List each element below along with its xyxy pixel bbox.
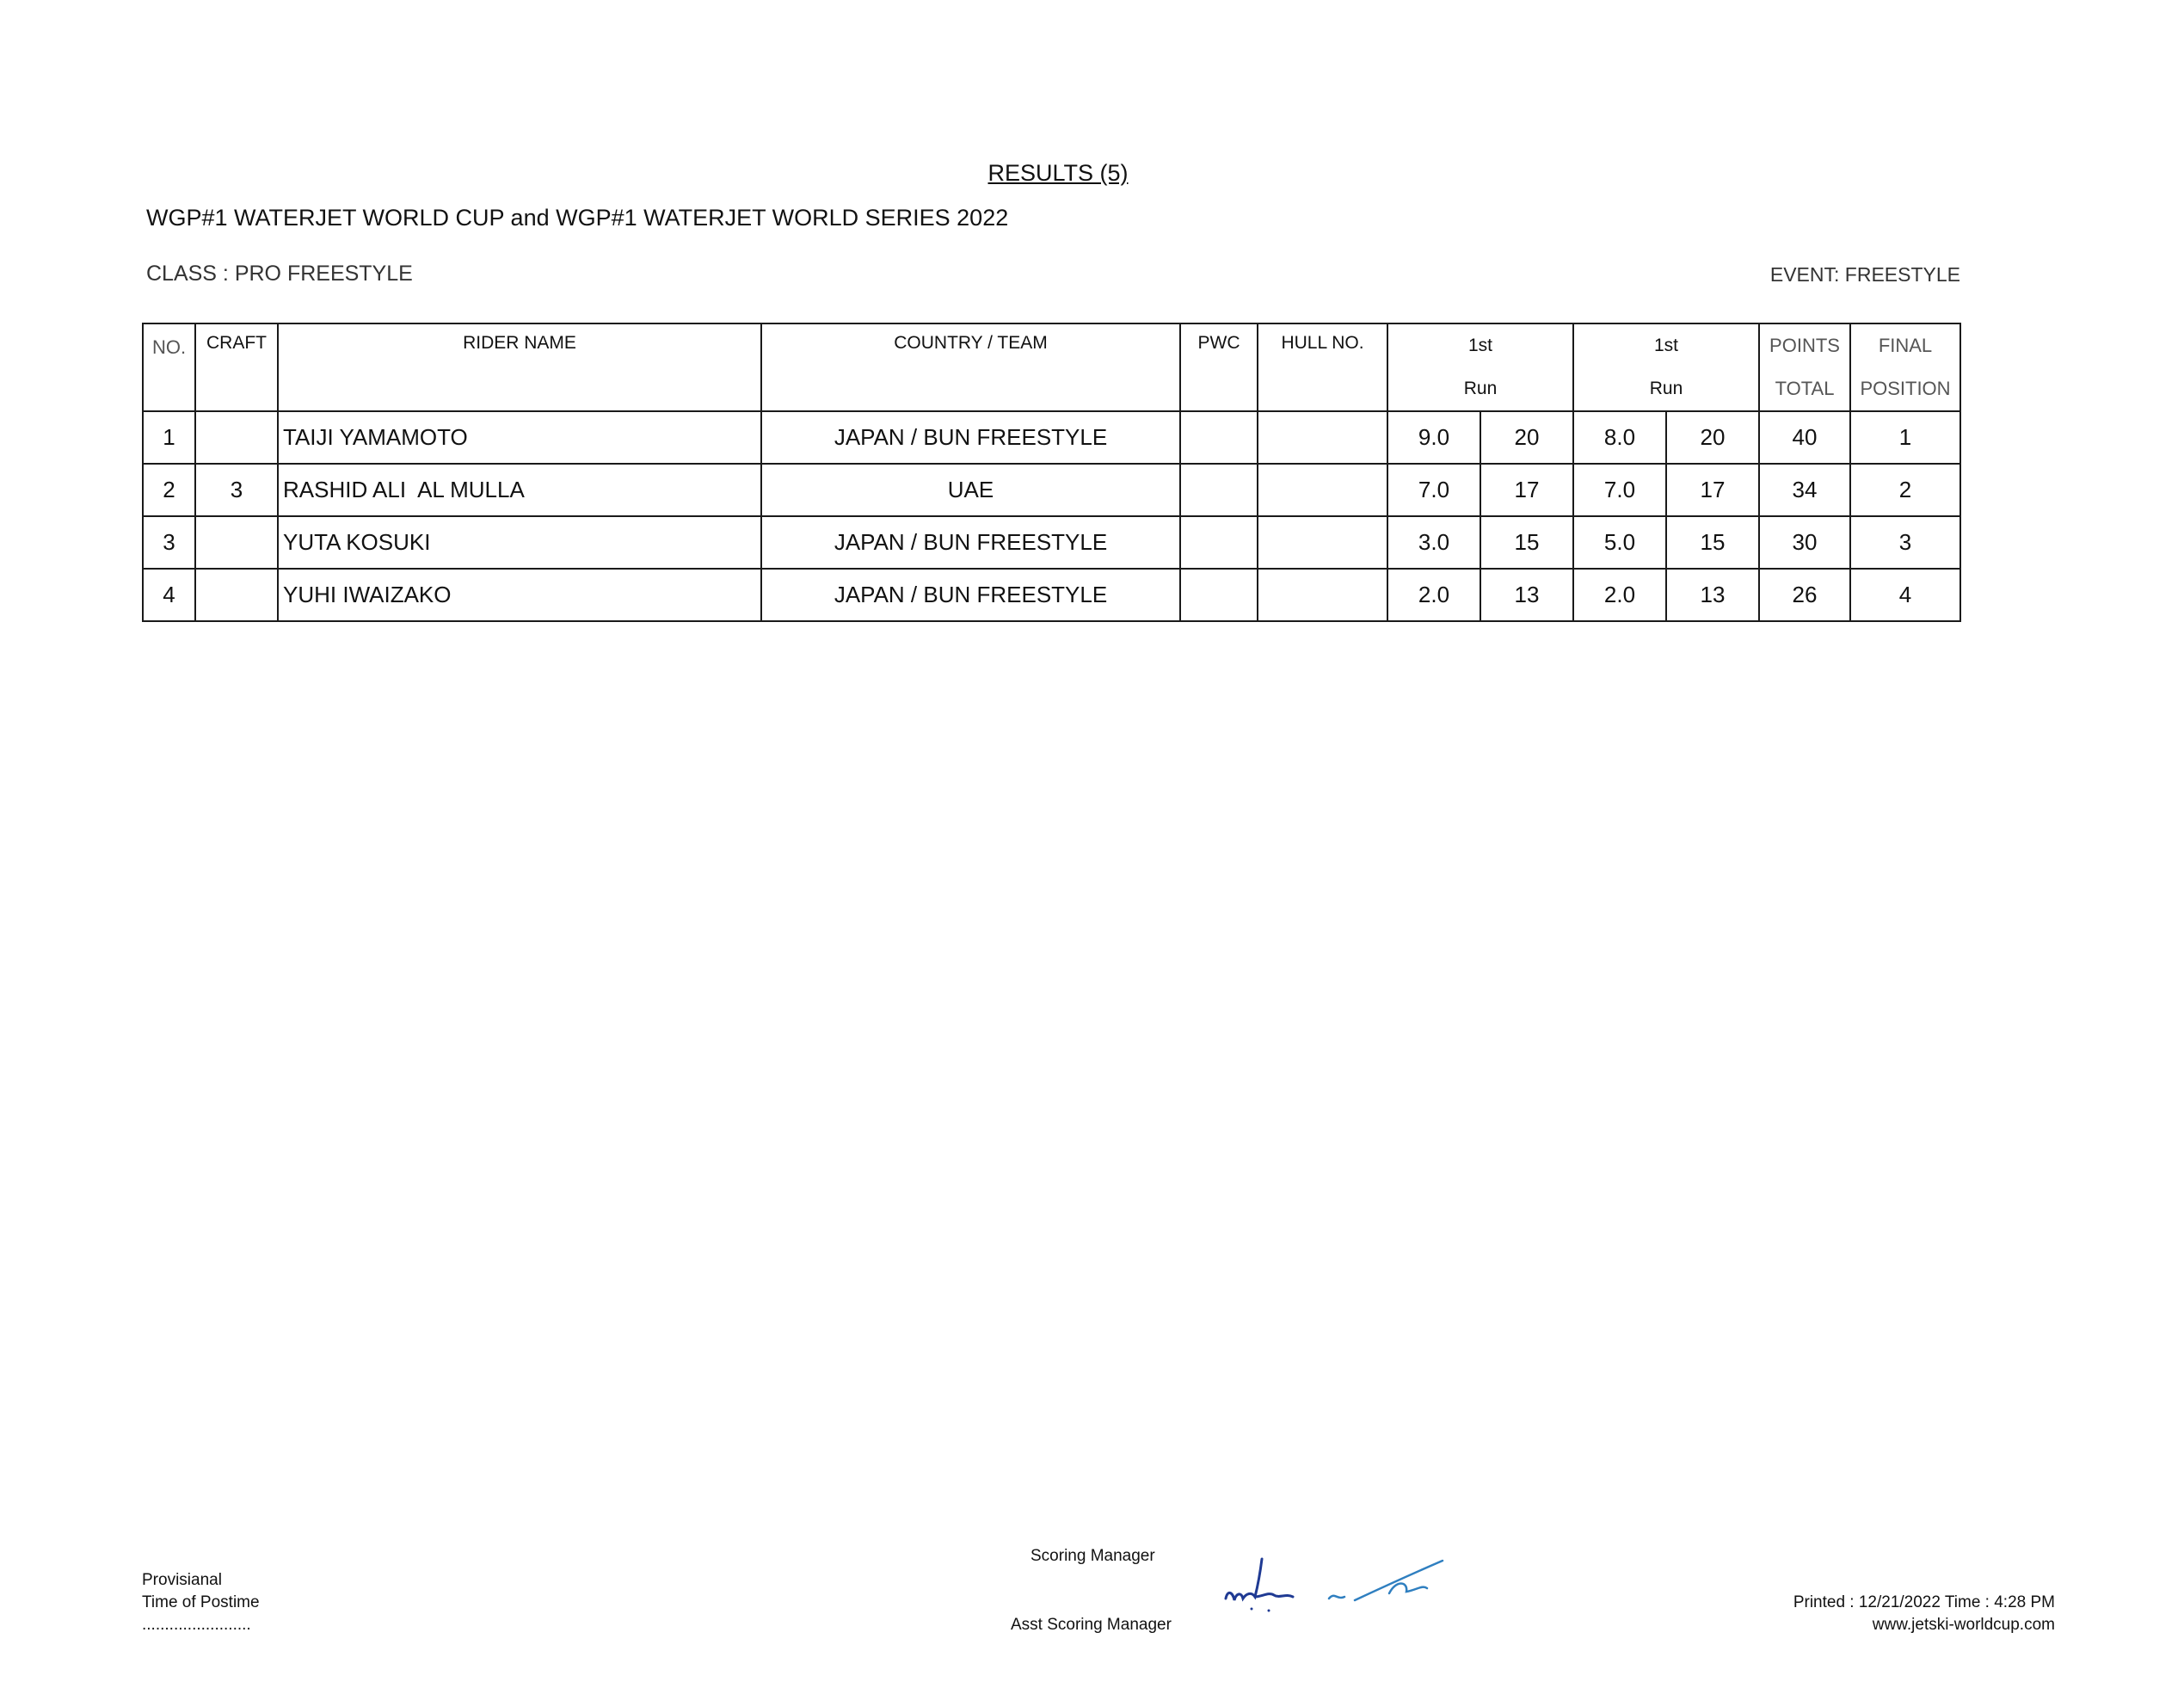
asst-scoring-manager-label: Asst Scoring Manager (1011, 1616, 1172, 1634)
postime-dots: ........................ (142, 1616, 251, 1634)
cell-run1-score: 3.0 (1387, 516, 1480, 569)
col-craft-header: CRAFT (195, 323, 278, 411)
cell-country: UAE (761, 464, 1180, 516)
cell-run1-score: 7.0 (1387, 464, 1480, 516)
col-run2-header (1573, 323, 1759, 411)
printed-timestamp: Printed : 12/21/2022 Time : 4:28 PM (1793, 1593, 2055, 1611)
cell-run1-score: 9.0 (1387, 411, 1480, 464)
run2-bottom-label: Run (1649, 379, 1683, 398)
postime-label: Time of Postime (142, 1593, 260, 1611)
cell-total: 40 (1759, 411, 1850, 464)
table-row (143, 411, 1960, 464)
website-link: www.jetski-worldcup.com (1872, 1616, 2055, 1634)
cell-position: 2 (1850, 464, 1960, 516)
results-table (142, 323, 1961, 622)
cell-no: 3 (143, 516, 195, 569)
cell-country: JAPAN / BUN FREESTYLE (761, 569, 1180, 621)
cell-craft: 3 (195, 464, 278, 516)
cell-run2-points: 20 (1666, 411, 1759, 464)
cell-hull (1258, 464, 1387, 516)
cell-craft (195, 569, 278, 621)
class-label: CLASS : PRO FREESTYLE (146, 262, 413, 286)
cell-total: 34 (1759, 464, 1850, 516)
cell-run1-points: 15 (1480, 516, 1573, 569)
cell-run1-points: 17 (1480, 464, 1573, 516)
run1-bottom-label: Run (1463, 379, 1498, 398)
cell-no: 2 (143, 464, 195, 516)
cell-no: 1 (143, 411, 195, 464)
final-bottom-label: POSITION (1860, 378, 1951, 399)
cell-pwc (1180, 411, 1258, 464)
cell-no: 4 (143, 569, 195, 621)
table-row (143, 569, 1960, 621)
col-no-header: NO. (143, 323, 195, 411)
cell-run1-points: 13 (1480, 569, 1573, 621)
col-final-header (1850, 323, 1960, 411)
cell-run1-score: 2.0 (1387, 569, 1480, 621)
header-row (143, 323, 1960, 411)
cell-position: 4 (1850, 569, 1960, 621)
cell-run2-score: 5.0 (1573, 516, 1666, 569)
cell-hull (1258, 569, 1387, 621)
final-top-label: FINAL (1878, 335, 1933, 356)
cell-pwc (1180, 516, 1258, 569)
cell-rider: TAIJI YAMAMOTO (278, 411, 761, 464)
cell-total: 26 (1759, 569, 1850, 621)
cell-rider: YUTA KOSUKI (278, 516, 761, 569)
cell-craft (195, 411, 278, 464)
run2-top-label: 1st (1653, 336, 1678, 355)
cell-hull (1258, 411, 1387, 464)
cell-pwc (1180, 569, 1258, 621)
cell-rider: YUHI IWAIZAKO (278, 569, 761, 621)
col-rider-header: RIDER NAME (278, 323, 761, 411)
table-row (143, 516, 1960, 569)
event-title: WGP#1 WATERJET WORLD CUP and WGP#1 WATERJET WORLD SERIES 2022 (146, 205, 1009, 231)
cell-run1-points: 20 (1480, 411, 1573, 464)
cell-position: 1 (1850, 411, 1960, 464)
document-title: RESULTS (5) (987, 160, 1129, 186)
cell-run2-score: 8.0 (1573, 411, 1666, 464)
cell-total: 30 (1759, 516, 1850, 569)
col-pwc-header: PWC (1180, 323, 1258, 411)
cell-country: JAPAN / BUN FREESTYLE (761, 411, 1180, 464)
cell-country: JAPAN / BUN FREESTYLE (761, 516, 1180, 569)
event-label: EVENT: FREESTYLE (1769, 263, 1960, 286)
signature-image (1217, 1549, 1467, 1617)
cell-pwc (1180, 464, 1258, 516)
scoring-manager-label: Scoring Manager (1030, 1547, 1155, 1565)
col-points-header (1759, 323, 1850, 411)
cell-hull (1258, 516, 1387, 569)
table-row (143, 464, 1960, 516)
points-bottom-label: TOTAL (1775, 378, 1835, 399)
points-top-label: POINTS (1769, 335, 1840, 356)
cell-run2-score: 2.0 (1573, 569, 1666, 621)
cell-run2-points: 15 (1666, 516, 1759, 569)
provisional-label: Provisianal (142, 1571, 222, 1589)
cell-rider: RASHID ALI AL MULLA (278, 464, 761, 516)
cell-position: 3 (1850, 516, 1960, 569)
cell-run2-points: 13 (1666, 569, 1759, 621)
col-run1-header (1387, 323, 1573, 411)
run1-top-label: 1st (1467, 336, 1492, 355)
cell-craft (195, 516, 278, 569)
cell-run2-points: 17 (1666, 464, 1759, 516)
col-hull-header: HULL NO. (1258, 323, 1387, 411)
col-country-header: COUNTRY / TEAM (761, 323, 1180, 411)
cell-run2-score: 7.0 (1573, 464, 1666, 516)
